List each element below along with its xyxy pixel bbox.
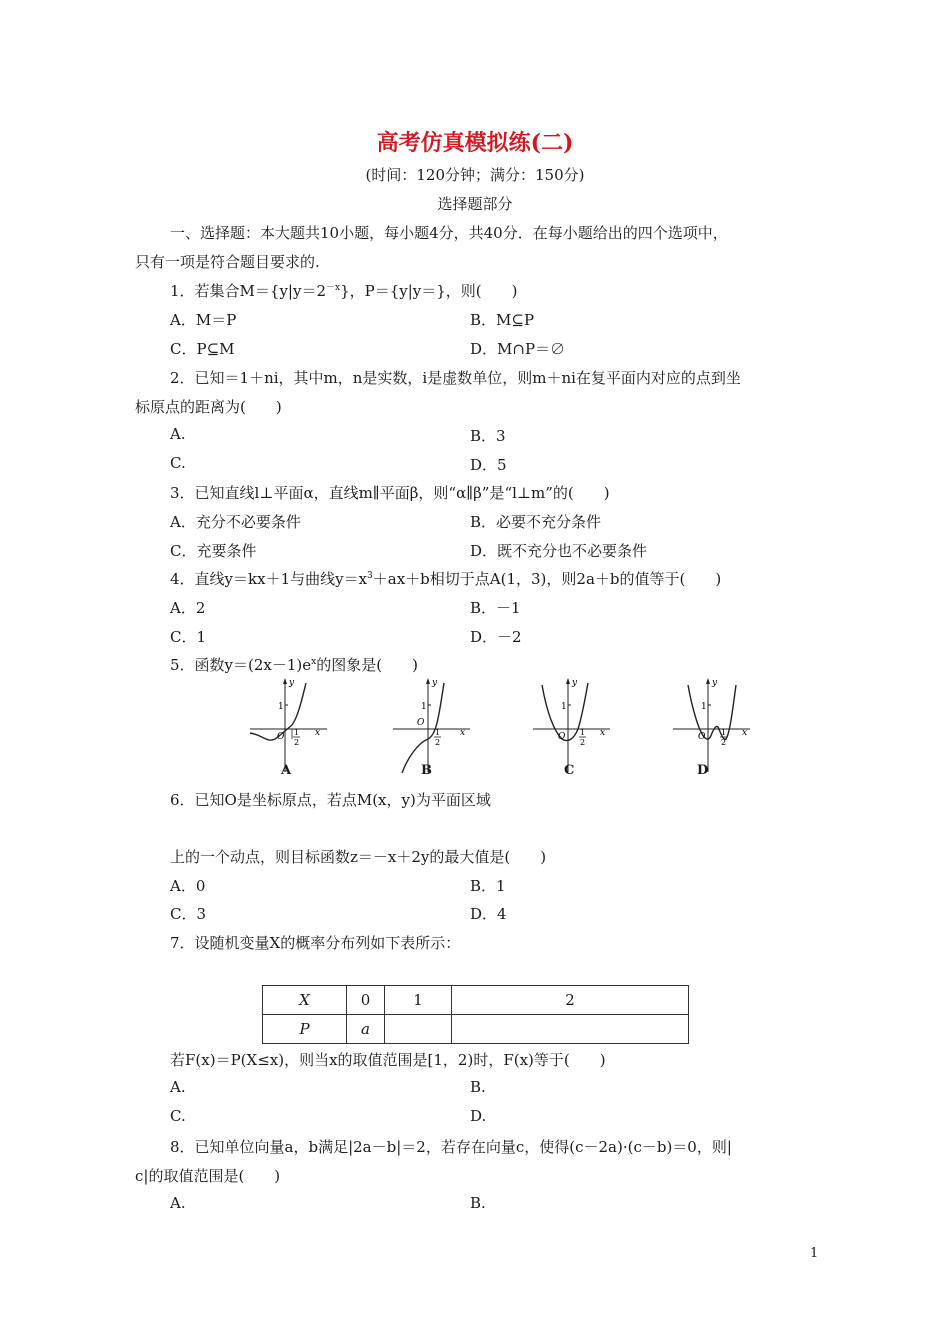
table-cell [385,1015,452,1044]
graph-b-y-arrow [426,678,430,684]
graph-d-origin: O [698,732,706,742]
question-7-option-c: C. [170,1107,186,1125]
question-5-stem [170,654,418,675]
table-cell: X [263,986,347,1015]
question-1-stem-part-a: 1．若集合M＝{y|y＝2 [170,282,326,300]
graph-label-b: B [421,763,432,778]
question-4-option-c: C．1 [170,628,207,646]
question-8-option-a: A. [170,1194,186,1212]
question-7-option-a: A. [170,1078,186,1096]
graph-a-tick-1: 1 [278,702,284,712]
graph-a-origin: O [277,732,285,742]
question-3-stem: 3．已知直线l⊥平面α，直线m∥平面β，则“α∥β”是“l⊥m”的( ) [170,484,610,502]
graph-b-y-label: y [432,678,438,688]
question-1-option-d: D．M∩P＝∅ [470,340,566,358]
question-2-option-a: A. [170,425,186,443]
graph-b-frac-num: 1 [435,728,441,737]
question-3-option-d: D．既不充分也不必要条件 [470,542,648,560]
graph-a-frac-den: 2 [294,738,300,747]
question-5-stem-part-b: 的图象是( ) [316,656,418,674]
graph-option-c [528,677,628,777]
graph-d-y-arrow [706,678,710,684]
graph-label-a: A [281,763,292,778]
graph-option-d [668,677,768,777]
graph-d-y-label: y [712,678,718,688]
question-7-stem-line-2: 若F(x)＝P(X≤x)，则当x的取值范围是[1，2)时，F(x)等于( ) [170,1051,606,1069]
document-title: 高考仿真模拟练(二) [376,130,574,156]
question-1-option-b: B．M⊆P [470,311,535,329]
question-5-exponent: x [311,657,317,667]
graph-d-x-label: x [742,728,748,738]
question-8-stem-line-1: 8．已知单位向量a，b满足|2a－b|＝2，若存在向量c，使得(c－2a)·(c－b)＝0，则| [170,1138,732,1156]
graph-b-tick-1: 1 [421,702,427,712]
graph-b-x-label: x [460,728,466,738]
question-3-option-b: B．必要不充分条件 [470,513,602,531]
exam-time-info: (时间：120分钟；满分：150分) [365,166,585,184]
question-1-option-c: C．P⊆M [170,340,235,358]
question-8-option-b: B. [470,1194,486,1212]
question-5-stem-part-a: 5．函数y＝(2x－1)e [170,656,312,674]
graph-b-frac-den: 2 [435,738,441,747]
question-6-option-a: A．0 [170,877,206,895]
table-cell: 0 [347,986,385,1015]
question-2-option-b: B．3 [470,427,506,445]
table-row [263,1015,689,1044]
question-2-option-c: C. [170,454,186,472]
graph-label-d: D [697,763,709,778]
graph-a-frac-num: 1 [294,728,300,737]
intro-line-1: 一、选择题：本大题共10小题，每小题4分，共40分．在每小题给出的四个选项中， [170,224,728,242]
graph-c-frac-den: 2 [580,738,586,747]
probability-table [262,985,689,1044]
graph-b-origin: O [417,718,425,728]
question-7-option-d: D. [470,1107,487,1125]
question-4-option-b: B．－1 [470,599,521,617]
question-6-option-c: C．3 [170,905,207,923]
question-3-option-c: C．充要条件 [170,542,257,560]
table-cell [452,1015,689,1044]
graph-d-tick-1: 1 [701,702,707,712]
graph-label-c: C [564,763,575,778]
intro-line-2: 只有一项是符合题目要求的. [135,253,320,271]
graph-a-y-label: y [289,678,295,688]
graph-a-y-arrow [283,678,287,684]
question-6-option-b: B．1 [470,877,506,895]
section-heading: 选择题部分 [437,195,513,213]
graph-c-origin: O [558,732,566,742]
table-cell: P [263,1015,347,1044]
question-1-stem-part-b: }，P＝{y|y＝}，则( ) [340,282,518,300]
question-8-stem-line-2: c|的取值范围是( ) [135,1167,281,1185]
graph-option-b [388,677,488,777]
question-4-stem-part-b: ＋ax＋b相切于点A(1，3)，则2a＋b的值等于( ) [372,570,722,588]
question-1-exponent: －x [326,283,341,293]
question-2-option-d: D．5 [470,456,507,474]
graph-c-y-arrow [566,678,570,684]
question-4-exponent: 3 [367,571,373,581]
question-6-option-d: D．4 [470,905,507,923]
question-4-option-d: D．－2 [470,628,522,646]
graph-c-tick-1: 1 [561,702,567,712]
question-1-option-a: A．M＝P [170,311,237,329]
question-7-option-b: B. [470,1078,486,1096]
question-1-stem [170,280,518,301]
page-number: 1 [810,1246,819,1261]
question-7-stem: 7．设随机变量X的概率分布列如下表所示： [170,934,461,952]
question-6-stem-line-2: 上的一个动点，则目标函数z＝－x＋2y的最大值是( ) [170,848,547,866]
graph-c-frac-num: 1 [580,728,586,737]
question-4-option-a: A．2 [170,599,206,617]
question-4-stem-part-a: 4．直线y＝kx＋1与曲线y＝x [170,570,368,588]
graph-d-frac-num: 1 [721,728,727,737]
question-2-stem-line-1: 2．已知＝1＋ni，其中m，n是实数，i是虚数单位，则m＋ni在复平面内对应的点到坐 [170,369,741,387]
question-6-stem-line-1: 6．已知O是坐标原点，若点M(x，y)为平面区域 [170,791,491,809]
graph-c-y-label: y [572,678,578,688]
table-cell: 1 [385,986,452,1015]
graph-a-x-label: x [315,728,321,738]
question-2-stem-line-2: 标原点的距离为( ) [135,398,282,416]
graph-d-curve [688,685,736,739]
table-cell: a [347,1015,385,1044]
table-cell: 2 [452,986,689,1015]
question-3-option-a: A．充分不必要条件 [170,513,301,531]
graph-d-frac-den: 2 [721,738,727,747]
question-4-stem [170,568,721,589]
graph-option-a [245,677,345,777]
graph-c-x-label: x [600,728,606,738]
table-row [263,986,689,1015]
